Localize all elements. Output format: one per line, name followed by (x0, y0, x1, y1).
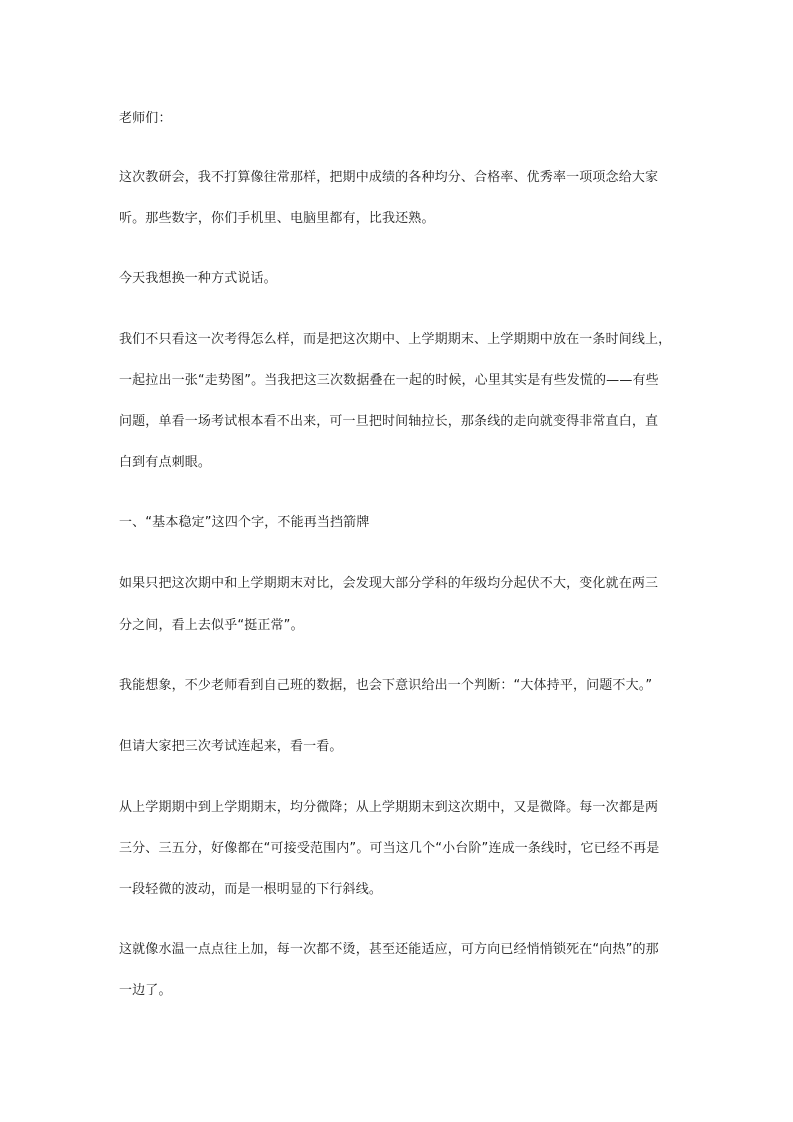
section-heading: 一、“基本稳定”这四个字，不能再当挡箭牌 (119, 515, 370, 530)
paragraph-7-line-1: 从上学期期中到上学期期末，均分微降；从上学期期末到这次期中，又是微降。每一次都是两 (119, 800, 659, 815)
paragraph-1-line-2: 听。那些数字，你们手机里、电脑里都有，比我还熟。 (119, 211, 435, 226)
paragraph-2-line-1: 今天我想换一种方式说话。 (119, 271, 277, 286)
paragraph-4-line-2: 分之间，看上去似乎“挺正常”。 (119, 618, 304, 633)
paragraph-8-line-1: 这就像水温一点点往上加，每一次都不烫，甚至还能适应，可方向已经悄悄锁死在“向热”的那 (119, 942, 659, 957)
paragraph-5-line-1: 我能想象，不少老师看到自己班的数据，也会下意识给出一个判断：“大体持平，问题不大。” (119, 678, 653, 693)
paragraph-6-line-1: 但请大家把三次考试连起来，看一看。 (119, 739, 343, 754)
paragraph-3-line-1: 我们不只看这一次考得怎么样，而是把这次期中、上学期期末、上学期期中放在一条时间线上， (119, 332, 672, 347)
paragraph-1-line-1: 这次教研会，我不打算像往常那样，把期中成绩的各种均分、合格率、优秀率一项项念给大家 (119, 170, 659, 185)
paragraph-8-line-2: 一边了。 (119, 983, 172, 998)
paragraph-4-line-1: 如果只把这次期中和上学期期末对比，会发现大部分学科的年级均分起伏不大，变化就在两三 (119, 576, 659, 591)
paragraph-3-line-3: 问题，单看一场考试根本看不出来，可一旦把时间轴拉长，那条线的走向就变得非常直白，直 (119, 414, 659, 429)
paragraph-7-line-2: 三分、三五分，好像都在“可接受范围内”。可当这几个“小台阶”连成一条线时，它已经不再是 (119, 841, 660, 856)
paragraph-3-line-2: 一起拉出一张“走势图”。当我把这三次数据叠在一起的时候，心里其实是有些发慌的——有些 (119, 373, 659, 388)
paragraph-3-line-4: 白到有点刺眼。 (119, 455, 212, 470)
salutation: 老师们： (119, 111, 172, 126)
paragraph-7-line-3: 一段轻微的波动，而是一根明显的下行斜线。 (119, 882, 383, 897)
